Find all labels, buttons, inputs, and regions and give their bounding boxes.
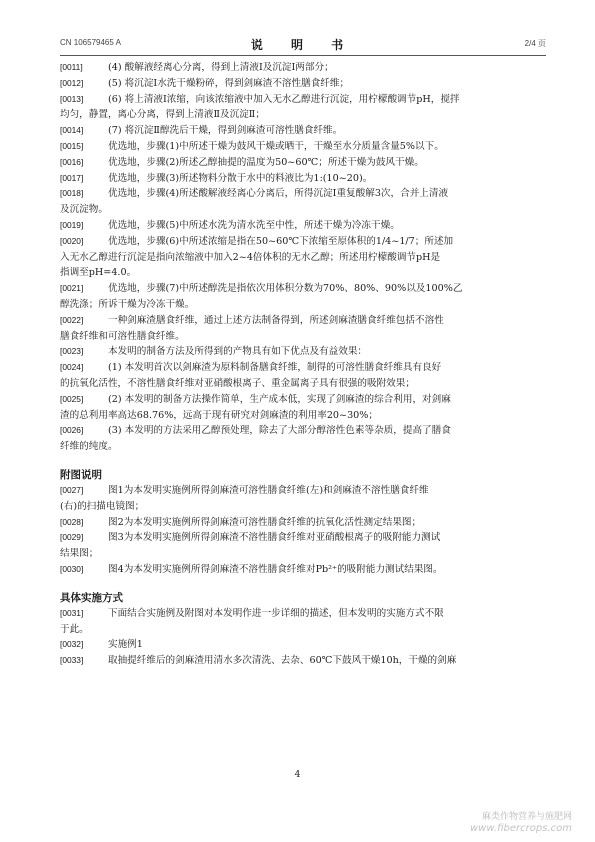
paragraph-line: (右)的扫描电镜图；: [60, 500, 145, 512]
paragraph-line: 入无水乙醇进行沉淀是指向浓缩液中加入2~4倍体积的无水乙醇；所述用柠檬酸调节pH是: [60, 251, 441, 263]
watermark-text: 麻类作物营养与施肥网: [481, 812, 572, 822]
paragraph: [60, 139, 546, 155]
paragraph-line: 结果图；: [60, 548, 99, 560]
paragraph-number: [0030]: [60, 563, 84, 574]
paragraph: [60, 392, 546, 424]
paragraph: [60, 92, 546, 124]
document-body: [60, 60, 546, 669]
paragraph-number: [0011]: [60, 62, 83, 72]
paragraph: [60, 653, 546, 669]
watermark-url: www.fibercrops.com: [470, 823, 572, 834]
paragraph: [60, 562, 546, 578]
paragraph: [60, 637, 546, 653]
paragraph-line: 醇洗涤；所诉干燥为冷冻干燥。: [60, 298, 195, 310]
paragraph-number: [0028]: [60, 516, 84, 527]
paragraph-number: [0018]: [60, 188, 84, 199]
paragraph-line: 的抗氧化活性，不溶性膳食纤维对亚硝酸根离子、重金属离子具有很强的吸附效果；: [60, 377, 415, 389]
page-count: 2/4 页: [524, 39, 546, 48]
paragraph-line: 优选地，步骤(2)所述乙醇抽提的温度为50~60℃；所述干燥为鼓风干燥。: [108, 156, 424, 168]
paragraph-number: [0033]: [60, 655, 84, 666]
paragraph: [60, 606, 546, 638]
paragraph-line: 优选地，步骤(5)中所述水洗为清水洗至中性，所述干燥为冷冻干燥。: [108, 219, 400, 231]
paragraph-line: 本发明的制备方法及所得到的产物具有如下优点及有益效果：: [108, 346, 368, 358]
paragraph-line: 优选地，步骤(4)所述酸解液经离心分离后，所得沉淀Ⅰ重复酸解3次，合并上清液: [108, 188, 449, 200]
paragraph: [60, 483, 546, 515]
paragraph-number: [0017]: [60, 172, 84, 183]
paragraph-line: (2) 本发明的制备方法操作简单，生产成本低，实现了剑麻渣的综合利用，对剑麻: [108, 393, 451, 405]
paragraph-number: [0032]: [60, 639, 84, 650]
paragraph-line: 渣的总利用率高达68.76%，远高于现有研究对剑麻渣的利用率20~30%；: [60, 409, 378, 421]
publication-number: CN 106579465 A: [60, 38, 121, 47]
paragraph-number: [0029]: [60, 532, 84, 543]
paragraph: [60, 360, 546, 392]
embodiment-list: [60, 606, 546, 669]
paragraph-number: [0025]: [60, 393, 84, 404]
paragraph-number: [0015]: [60, 140, 84, 151]
paragraph-number: [0022]: [60, 314, 84, 325]
paragraph-line: (3) 本发明的方法采用乙醇预处理，除去了大部分醇溶性色素等杂质，提高了膳食: [108, 425, 451, 437]
paragraph: [60, 234, 546, 281]
paragraph-number: [0024]: [60, 362, 84, 373]
paragraph: [60, 155, 546, 171]
paragraph: [60, 344, 546, 360]
paragraph: [60, 186, 546, 218]
paragraph-list: [60, 60, 546, 455]
section-title-embodiment: 具体实施方式: [60, 591, 123, 604]
paragraph-line: 膳食纤维和可溶性膳食纤维。: [60, 330, 185, 342]
paragraph-number: [0013]: [60, 93, 84, 104]
paragraph-line: (6) 将上清液Ⅰ浓缩，向该浓缩液中加入无水乙醇进行沉淀，用柠檬酸调节pH，搅拌: [108, 93, 460, 105]
paragraph-number: [0014]: [60, 125, 84, 136]
paragraph-line: (1) 本发明首次以剑麻渣为原料制备膳食纤维，制得的可溶性膳食纤维具有良好: [108, 362, 442, 374]
paragraph: [60, 76, 546, 92]
paragraph-line: (7) 将沉淀Ⅱ醇洗后干燥，得到剑麻渣可溶性膳食纤维。: [108, 125, 343, 137]
page-number: 4: [294, 770, 301, 780]
paragraph-number: [0016]: [60, 156, 84, 167]
paragraph-line: 纤维的纯度。: [60, 441, 118, 453]
paragraph: [60, 281, 546, 313]
paragraph-number: [0021]: [60, 283, 84, 294]
paragraph-line: 优选地，步骤(7)中所述醇洗是指依次用体积分数为70%、80%、90%以及100%乙: [108, 283, 463, 295]
paragraph-line: 均匀，静置，离心分离，得到上清液Ⅱ及沉淀Ⅱ；: [60, 109, 265, 121]
watermark: [470, 811, 572, 835]
paragraph-number: [0027]: [60, 484, 84, 495]
paragraph-line: 图2为本发明实施例所得剑麻渣可溶性膳食纤维的抗氧化活性测定结果图；: [108, 516, 422, 528]
paragraph-line: 图1为本发明实施例所得剑麻渣可溶性膳食纤维(左)和剑麻渣不溶性膳食纤维: [108, 484, 429, 496]
paragraph-number: [0023]: [60, 346, 84, 357]
paragraph: [60, 123, 546, 139]
paragraph-line: (4) 酸解液经离心分离，得到上清液Ⅰ及沉淀Ⅰ两部分；: [108, 62, 334, 73]
header-rule: [60, 55, 546, 56]
paragraph-number: [0031]: [60, 607, 84, 618]
paragraph-line: 图3为本发明实施例所得剑麻渣不溶性膳食纤维对亚硝酸根离子的吸附能力测试: [108, 532, 441, 544]
paragraph-line: 实施例1: [108, 639, 143, 651]
paragraph-line: 下面结合实施例及附图对本发明作进一步详细的描述，但本发明的实施方式不限: [108, 607, 444, 619]
paragraph: [60, 60, 546, 76]
paragraph-line: 指调至pH=4.0。: [60, 267, 137, 279]
paragraph-number: [0012]: [60, 77, 84, 88]
paragraph: [60, 530, 546, 562]
paragraph-line: 及沉淀物。: [60, 204, 108, 216]
paragraph: [60, 423, 546, 455]
paragraph: [60, 313, 546, 345]
paragraph: [60, 515, 546, 531]
paragraph-line: 一种剑麻渣膳食纤维，通过上述方法制备得到，所述剑麻渣膳食纤维包括不溶性: [108, 314, 444, 326]
figure-description-list: [60, 483, 546, 578]
paragraph-line: 优选地，步骤(6)中所述浓缩是指在50~60℃下浓缩至原体积的1/4~1/7；所述加: [108, 235, 454, 247]
paragraph-number: [0020]: [60, 235, 84, 246]
paragraph-line: 图4为本发明实施例所得剑麻渣不溶性膳食纤维对Pb²⁺的吸附能力测试结果图。: [108, 563, 443, 575]
paragraph-line: 优选地，步骤(1)中所述干燥为鼓风干燥或晒干，干燥至水分质量含量5%以下。: [108, 140, 444, 152]
paragraph-line: 取抽提纤维后的剑麻渣用清水多次清洗、去杂、60℃下鼓风干燥10h，干燥的剑麻: [108, 655, 457, 667]
paragraph-number: [0026]: [60, 425, 84, 436]
paragraph-line: 于此。: [60, 623, 89, 635]
paragraph-number: [0019]: [60, 219, 84, 230]
paragraph-line: 优选地，步骤(3)所述物料分散于水中的料液比为1:(10~20)。: [108, 172, 373, 184]
paragraph: [60, 171, 546, 187]
document-header: [60, 36, 546, 52]
document-title: 说 明 书: [250, 38, 356, 52]
paragraph: [60, 218, 546, 234]
section-title-figures: 附图说明: [60, 468, 102, 481]
paragraph-line: (5) 将沉淀Ⅰ水洗干燥粉碎，得到剑麻渣不溶性膳食纤维；: [108, 77, 350, 89]
